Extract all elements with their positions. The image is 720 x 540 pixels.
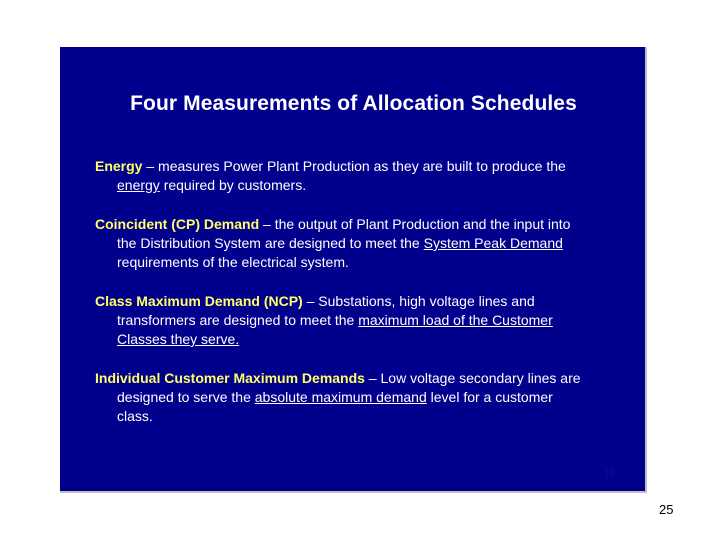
underlined-text: System Peak Demand [423, 235, 563, 251]
item-continuation [95, 388, 635, 407]
item-text: required by customers. [159, 177, 307, 193]
item-first-line [95, 369, 635, 388]
item-term: Individual Customer Maximum Demands [95, 370, 365, 386]
list-item-individual-customer-demands [95, 369, 635, 426]
item-text: the Distribution System are designed to meet the [117, 235, 424, 251]
underlined-text: energy [117, 177, 160, 193]
item-continuation [95, 330, 635, 349]
item-first-line [95, 157, 635, 176]
item-term: Energy [95, 158, 143, 174]
slide-panel [60, 47, 647, 493]
item-first-line [95, 292, 635, 311]
item-text: transformers are designed to meet the [117, 312, 359, 328]
slide-title: Four Measurements of Allocation Schedules [130, 92, 577, 115]
measurement-list [95, 157, 635, 446]
item-text: requirements of the electrical system. [117, 254, 349, 270]
item-continuation [95, 253, 635, 272]
list-item-class-maximum-demand [95, 292, 635, 349]
item-continuation [95, 234, 635, 253]
item-continuation [95, 311, 635, 330]
item-continuation [95, 407, 635, 426]
item-continuation [95, 176, 635, 195]
slide-number: 15 [605, 468, 616, 478]
underlined-text: Classes they serve. [117, 331, 240, 347]
item-text: – Low voltage secondary lines are [364, 370, 581, 386]
item-text: level for a customer [426, 389, 553, 405]
list-item-energy [95, 157, 635, 195]
item-term: Coincident (CP) Demand [95, 216, 260, 232]
item-term: Class Maximum Demand (NCP) [95, 293, 303, 309]
item-text: – the output of Plant Production and the input into [259, 216, 571, 232]
item-text: designed to serve the [117, 389, 255, 405]
page-number: 25 [659, 502, 674, 517]
underlined-text: maximum load of the Customer [358, 312, 553, 328]
item-text: class. [117, 408, 153, 424]
underlined-text: absolute maximum demand [254, 389, 427, 405]
item-first-line [95, 215, 635, 234]
item-text: – Substations, high voltage lines and [302, 293, 535, 309]
list-item-coincident-demand [95, 215, 635, 272]
item-text: – measures Power Plant Production as they are built to produce the [142, 158, 566, 174]
